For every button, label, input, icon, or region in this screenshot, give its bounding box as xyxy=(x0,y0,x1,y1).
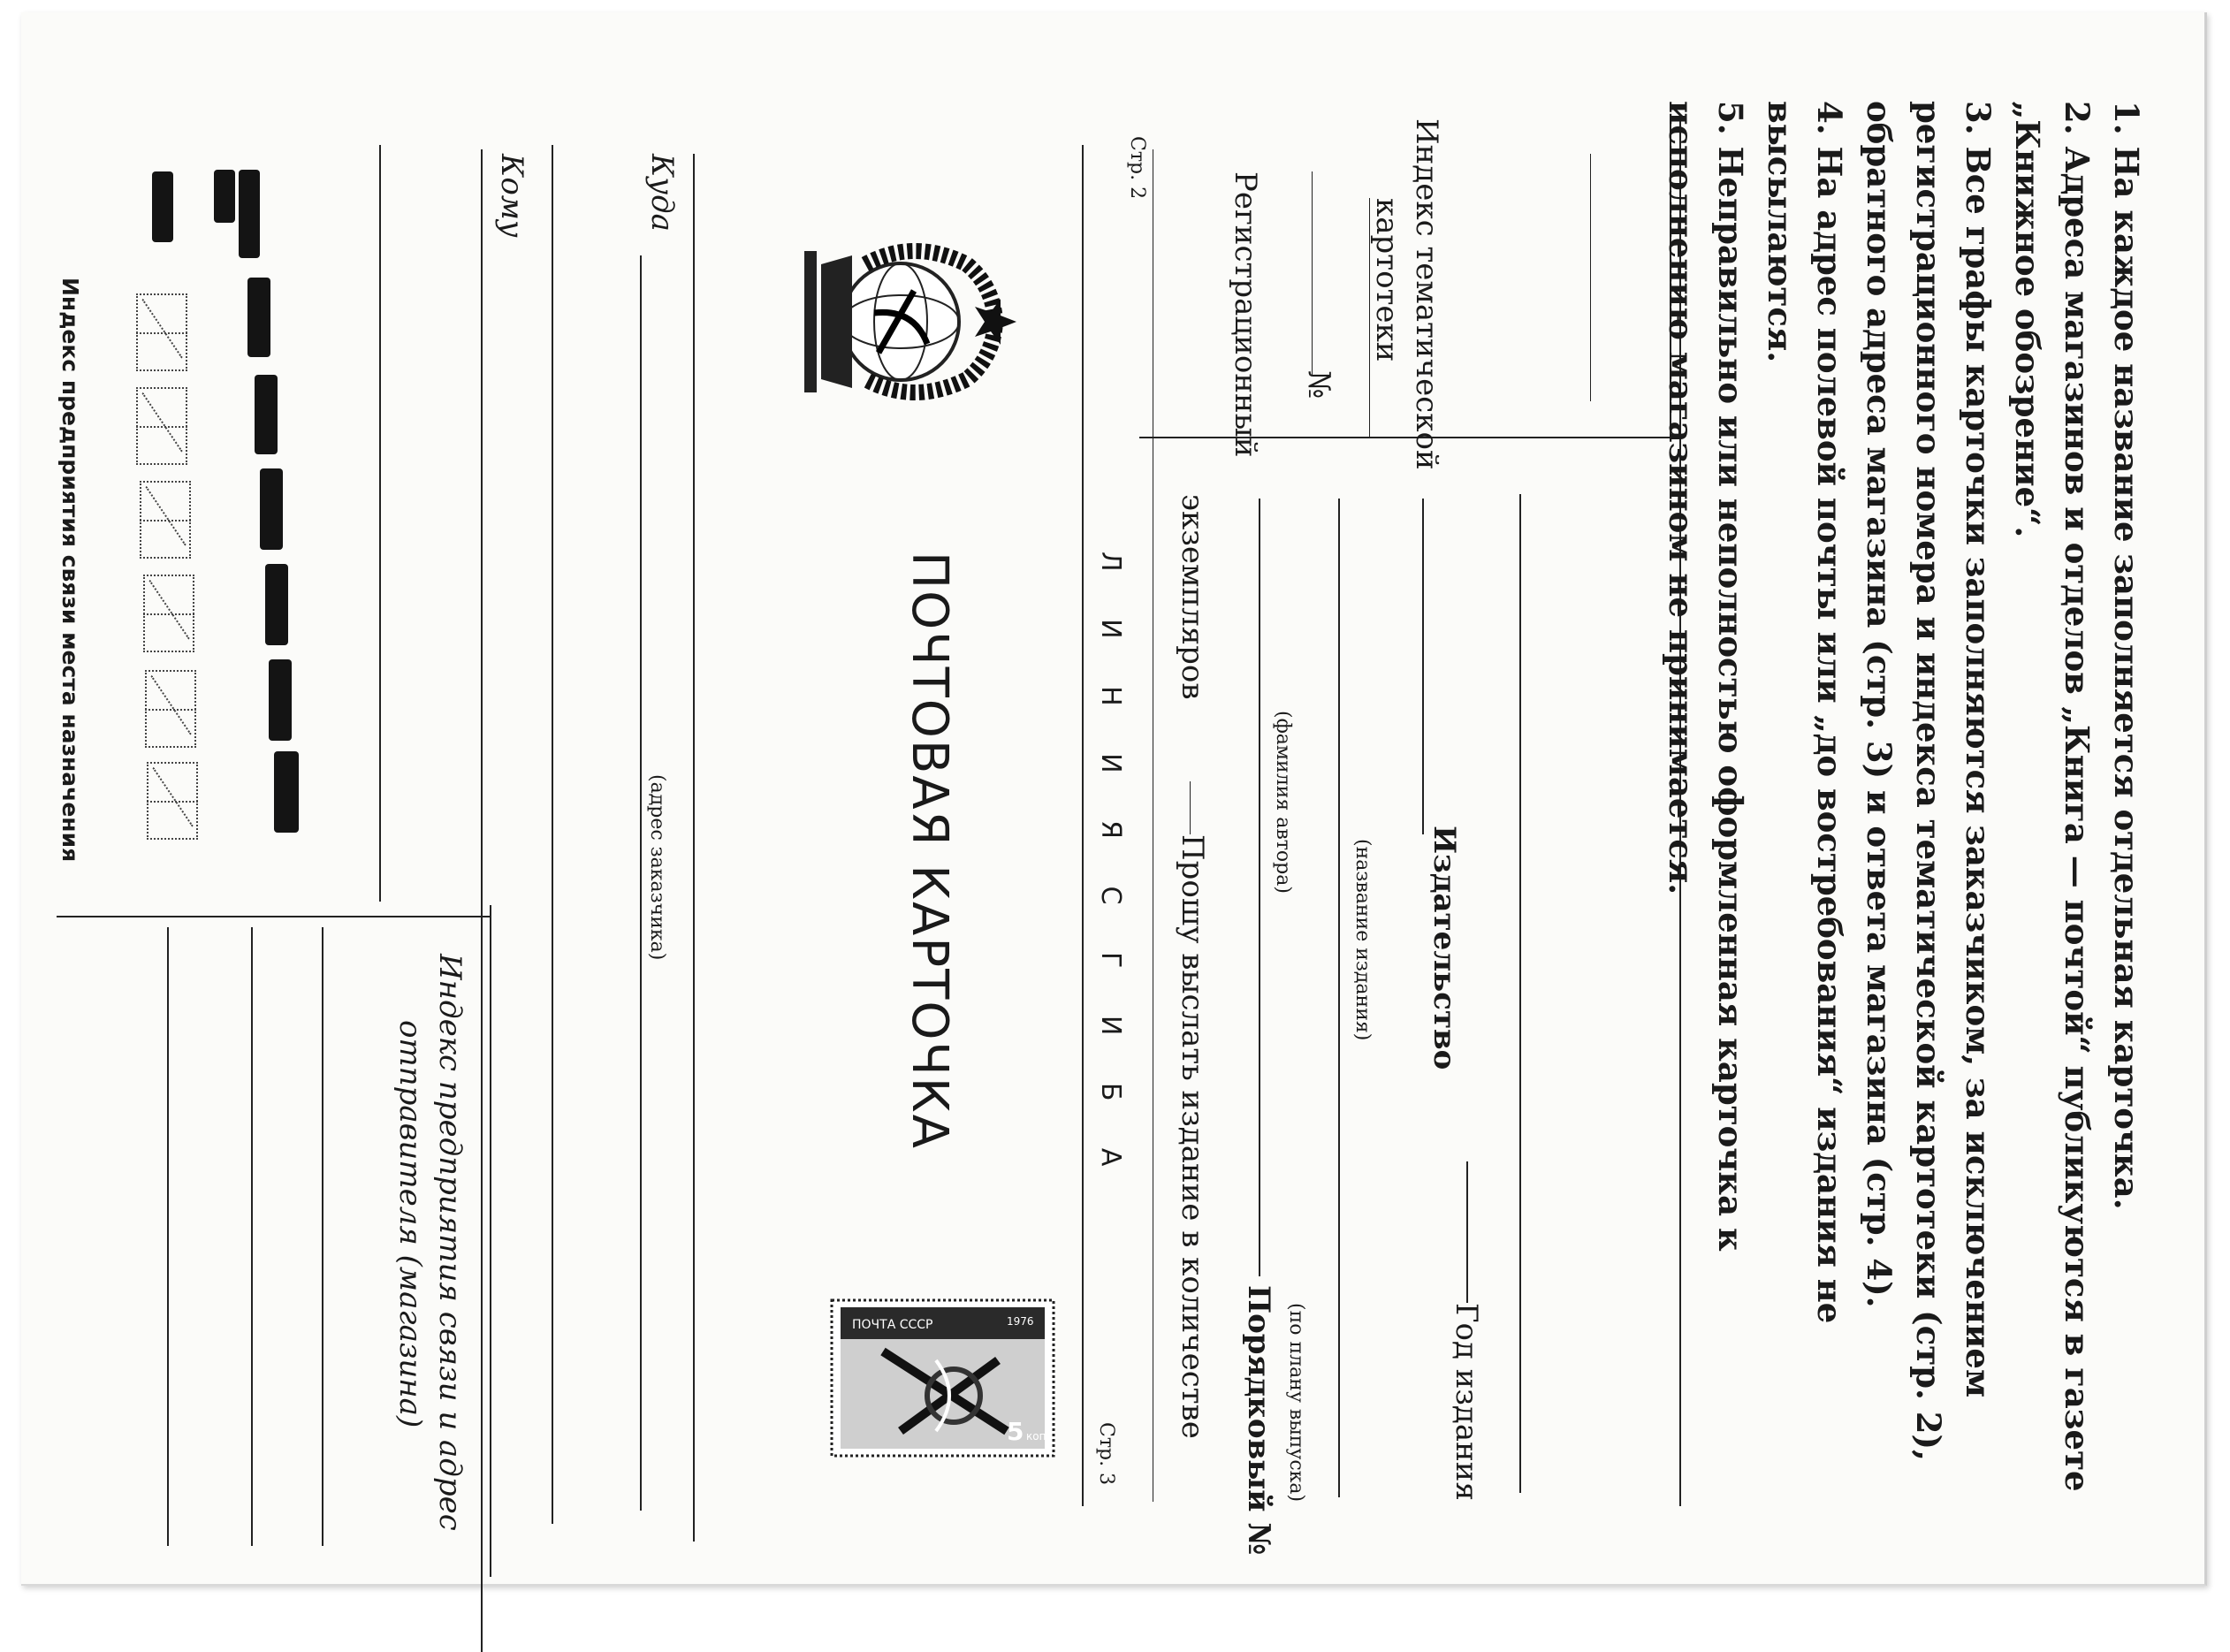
year-field-line[interactable] xyxy=(1466,1161,1468,1303)
index-marker-bar xyxy=(255,375,278,454)
index-marker-bar xyxy=(269,659,292,741)
instructions xyxy=(1656,101,2151,1497)
index-marker-bar xyxy=(274,751,299,833)
instruction-item: 3. Все графы карточки заполняются заказчиком, за исключением регистрационного номера и индекса тематической картотеки (стр. 2), обратного адреса магазина (стр. 3) и ответа магазина (стр. 4). xyxy=(1860,101,1998,1461)
number-label: № xyxy=(1301,370,1336,400)
publisher-label: Издательство xyxy=(1427,826,1462,1070)
address-line xyxy=(640,255,642,1511)
index-digit-stencil-icon xyxy=(147,762,198,840)
request-text: Прошу выслать издание в количестве xyxy=(1175,834,1210,1439)
stamp-value: 5 xyxy=(1007,1417,1024,1446)
customer-address-caption: (адрес заказчика) xyxy=(646,774,668,961)
index-marker-bar xyxy=(214,170,235,223)
author-caption: (фамилия автора) xyxy=(1272,711,1294,894)
sender-block-border xyxy=(57,916,490,917)
address-line xyxy=(552,145,553,1524)
sender-address-line xyxy=(322,927,323,1546)
index-digit-stencil-icon xyxy=(143,575,194,652)
index-field-line[interactable] xyxy=(1590,154,1591,401)
index-digit-stencil-icon xyxy=(140,481,191,559)
postcard xyxy=(21,12,2207,1586)
postage-stamp-icon xyxy=(830,1298,1055,1458)
stamp-year: 1976 xyxy=(1007,1315,1034,1328)
serial-field-line[interactable] xyxy=(1259,499,1260,1276)
reg-label: Регистрационный xyxy=(1228,171,1263,458)
year-label: Год издания xyxy=(1449,1303,1484,1501)
registration-box-border xyxy=(1139,437,1670,438)
index-label-2: картотеки xyxy=(1369,198,1404,362)
page-label-3: Стр. 3 xyxy=(1095,1422,1117,1486)
extra-field-line[interactable] xyxy=(1519,494,1521,1493)
dest-index-label: Индекс предприятия связи места назначения xyxy=(57,278,83,863)
ussr-coat-of-arms-icon xyxy=(781,202,1020,441)
copies-label: экземпляров xyxy=(1175,494,1210,700)
stamp-country: ПОЧТА СССР xyxy=(852,1318,933,1332)
fold-line-label: Л И Н И Я С Г И Б А xyxy=(1095,552,1126,1186)
index-marker-bar xyxy=(260,468,283,550)
fold-line xyxy=(1082,145,1084,1506)
title-caption: (название издания) xyxy=(1351,839,1374,1041)
sender-index-label-2: отправителя (магазина) xyxy=(392,1020,428,1428)
index-digit-stencil-icon xyxy=(145,670,196,748)
stamp-unit: коп xyxy=(1026,1430,1047,1443)
reg-number-line[interactable] xyxy=(1312,171,1313,375)
address-line xyxy=(379,145,381,902)
serial-label: Порядковый № xyxy=(1241,1285,1276,1556)
instruction-item: 4. На адрес полевой почты или „до востребования“ издания не высылаются. xyxy=(1761,101,1849,1324)
publisher-field-line[interactable] xyxy=(1422,499,1424,834)
index-marker-bar xyxy=(239,170,260,258)
instruction-item: 5. Неправильно или неполностью оформленная карточка к исполнению магазином не принимается. xyxy=(1662,101,1750,1252)
sender-index-label: Индекс предприятия связи и адрес xyxy=(432,954,468,1531)
index-marker-bar xyxy=(265,564,288,645)
sender-address-line xyxy=(167,927,169,1546)
instruction-item: 1. На каждое название заполняется отдельная карточка. xyxy=(2107,101,2146,1210)
where-label: Куда xyxy=(644,154,680,232)
index-digit-stencil-icon xyxy=(136,387,187,465)
index-digit-stencil-icon xyxy=(136,293,187,371)
card-title: ПОЧТОВАЯ КАРТОЧКА xyxy=(901,552,958,1150)
sender-block-border xyxy=(490,905,491,1577)
instruction-item: 2. Адреса магазинов и отделов „Книга — почтой“ публикуются в газете „Книжное обозрение“. xyxy=(2008,101,2097,1492)
copies-field-line[interactable] xyxy=(1190,781,1191,834)
page-label-2: Стр. 2 xyxy=(1126,136,1148,200)
address-line xyxy=(693,154,695,1542)
address-line xyxy=(481,149,483,1652)
index-label-1: Индекс тематической xyxy=(1409,118,1444,470)
serial-caption: (по плану выпуска) xyxy=(1285,1303,1307,1503)
index-marker-bar xyxy=(152,171,173,242)
sender-address-line xyxy=(251,927,253,1546)
index-marker-bar xyxy=(247,278,270,357)
title-field-line[interactable] xyxy=(1338,499,1340,1497)
to-label: Кому xyxy=(494,154,529,238)
